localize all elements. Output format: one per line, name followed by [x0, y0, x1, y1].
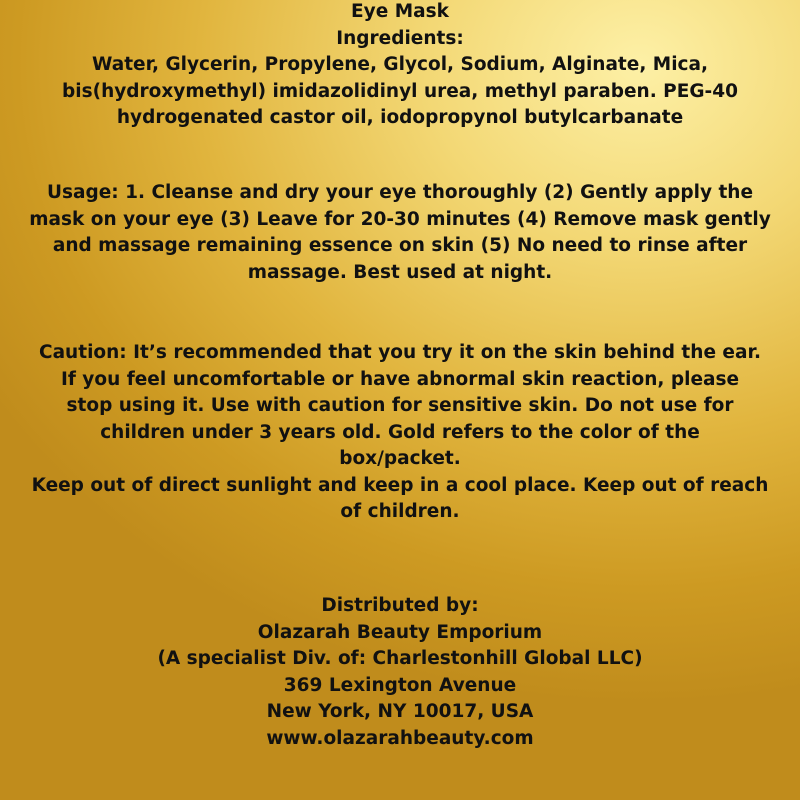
distributor-division: (A specialist Div. of: Charlestonhill Global LLC): [157, 648, 643, 669]
product-title: Eye Mask: [351, 1, 449, 22]
distributor-heading: Distributed by:: [321, 595, 479, 616]
title-and-ingredients-section: [0, 0, 800, 132]
storage-line: Keep out of direct sunlight and keep in a cool place. Keep out of reach: [31, 474, 769, 496]
distributor-street: 369 Lexington Avenue: [283, 674, 517, 696]
caution-line: box/packet.: [339, 448, 461, 469]
usage-line: and massage remaining essence on skin (5) No need to rinse after: [52, 235, 748, 256]
caution-line: stop using it. Use with caution for sensitive skin. Do not use for: [66, 395, 734, 416]
caution-line: Caution: It’s recommended that you try it on the skin behind the ear.: [39, 342, 761, 363]
caution-line: children under 3 years old. Gold refers to the color of the: [100, 421, 700, 443]
usage-line: massage. Best used at night.: [247, 261, 553, 283]
ingredients-line: bis(hydroxymethyl) imidazolidinyl urea, methyl paraben. PEG-40: [62, 80, 738, 102]
distributor-name: Olazarah Beauty Emporium: [257, 621, 543, 643]
usage-line: Usage: 1. Cleanse and dry your eye thoroughly (2) Gently apply the: [46, 182, 754, 203]
caution-section: [0, 340, 800, 526]
caution-line: If you feel uncomfortable or have abnormal skin reaction, please: [60, 368, 740, 390]
ingredients-heading: Ingredients:: [336, 27, 464, 49]
distributor-website: www.olazarahbeauty.com: [266, 727, 534, 749]
storage-line: of children.: [340, 501, 460, 522]
distributor-city: New York, NY 10017, USA: [266, 701, 534, 722]
usage-line: mask on your eye (3) Leave for 20-30 minutes (4) Remove mask gently: [29, 208, 771, 230]
ingredients-line: Water, Glycerin, Propylene, Glycol, Sodium, Alginate, Mica,: [91, 54, 709, 75]
usage-section: [0, 180, 800, 286]
distributor-section: [0, 593, 800, 752]
ingredients-line: hydrogenated castor oil, iodopropynol butylcarbanate: [116, 107, 684, 128]
